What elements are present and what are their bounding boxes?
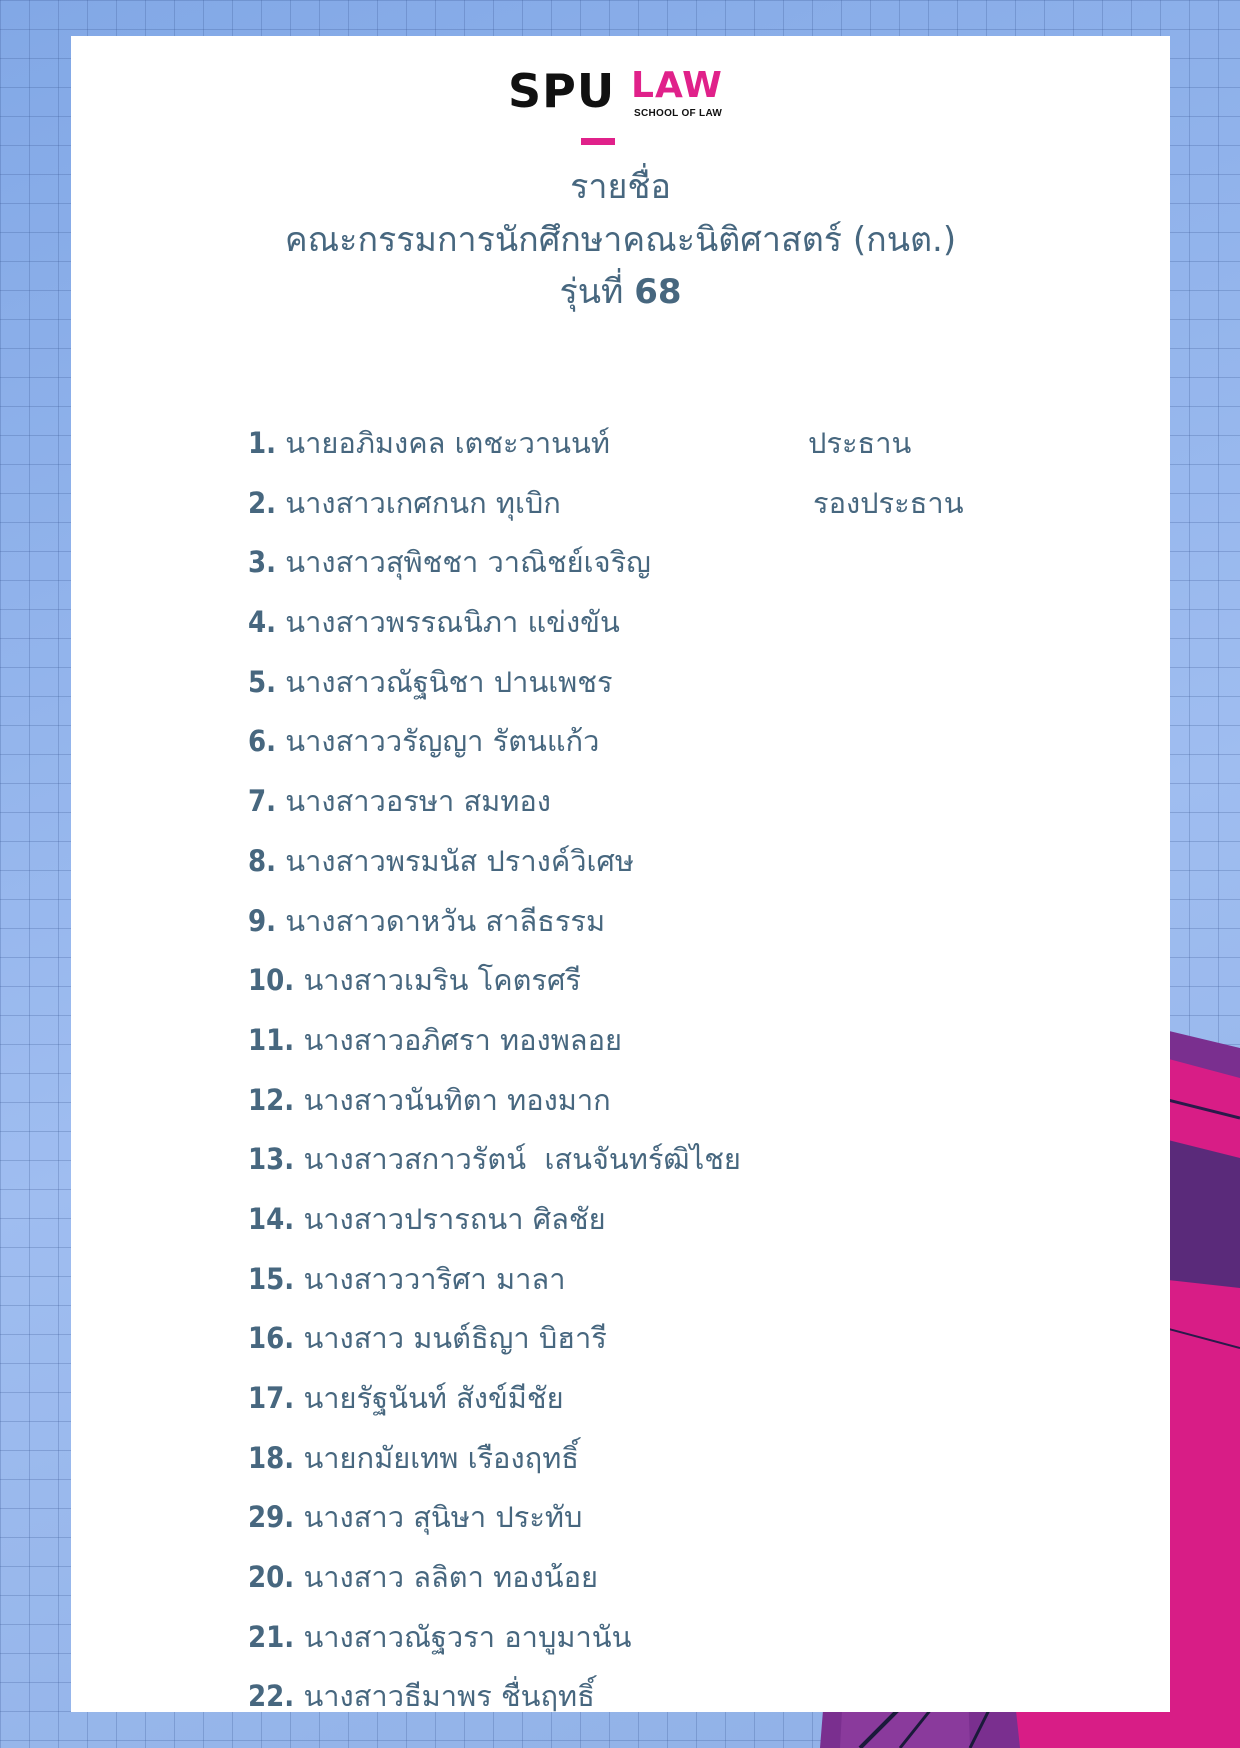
heading-line-3 xyxy=(71,266,1170,318)
member-name: นางสาวเมริน โคตรศรี xyxy=(303,963,581,998)
member-row xyxy=(248,1548,741,1608)
member-row xyxy=(248,1011,741,1071)
member-row xyxy=(248,772,741,832)
member-row xyxy=(248,1369,741,1429)
member-number: 4. xyxy=(248,605,277,640)
member-number: 16. xyxy=(248,1321,295,1356)
batch-label: รุ่นที่ xyxy=(559,272,624,312)
member-role: รองประธาน xyxy=(813,485,964,520)
member-row xyxy=(248,892,741,952)
member-number: 18. xyxy=(248,1440,295,1475)
member-name: นายรัฐนันท์ สังข์มีชัย xyxy=(303,1381,564,1415)
member-name: นางสาวปรารถนา ศิลชัย xyxy=(303,1201,606,1236)
member-row xyxy=(248,474,964,534)
member-name: นางสาวสกาวรัตน์ เสนจันทร์ฒิไชย xyxy=(303,1142,741,1177)
logo-spu-text: SPU xyxy=(508,64,616,118)
member-number: 3. xyxy=(248,545,277,580)
member-row xyxy=(248,951,741,1011)
member-role: ประธาน xyxy=(808,426,912,460)
member-name: นางสาวอรษา สมทอง xyxy=(285,784,551,819)
logo-accent-bar xyxy=(581,138,615,145)
document-card xyxy=(71,36,1170,1712)
member-row xyxy=(248,832,741,892)
member-number: 14. xyxy=(248,1201,295,1236)
member-number: 9. xyxy=(248,903,277,938)
member-name: นางสาวธีมาพร ชื่นฤทธิ์ xyxy=(303,1679,595,1714)
member-name: นางสาวอภิศรา ทองพลอย xyxy=(303,1022,622,1057)
member-number: 13. xyxy=(248,1142,295,1177)
member-row xyxy=(248,1667,741,1727)
member-name: นางสาวดาหวัน สาลีธรรม xyxy=(285,903,606,938)
logo-subtitle: SCHOOL OF LAW xyxy=(634,108,723,119)
member-name: นางสาวเกศกนก ทุเบิก xyxy=(285,485,561,520)
member-number: 15. xyxy=(248,1261,295,1296)
member-row xyxy=(248,533,741,593)
member-row xyxy=(248,1071,741,1131)
member-name: นายกมัยเทพ เรืองฤทธิ์ xyxy=(303,1440,580,1475)
member-name: นางสาว มนต์ธิญา บิฮารี xyxy=(303,1321,607,1356)
member-name: นางสาวณัฐนิชา ปานเพชร xyxy=(285,664,613,699)
member-row xyxy=(248,712,741,772)
member-row xyxy=(248,1190,741,1250)
member-list xyxy=(248,414,964,1727)
member-name: นางสาวนันทิตา ทองมาก xyxy=(303,1082,611,1117)
member-row xyxy=(248,653,741,713)
member-row xyxy=(248,1608,741,1668)
member-number: 29. xyxy=(248,1500,295,1535)
member-number: 11. xyxy=(248,1022,295,1057)
member-row xyxy=(248,593,741,653)
member-number: 8. xyxy=(248,843,277,878)
member-number: 22. xyxy=(248,1679,295,1714)
member-number: 20. xyxy=(248,1560,295,1595)
member-name: นางสาวพรรณนิภา แข่งขัน xyxy=(285,605,620,640)
member-number: 17. xyxy=(248,1381,295,1415)
logo-law-text: LAW xyxy=(631,65,723,106)
member-number: 10. xyxy=(248,963,295,998)
member-name: นางสาวณัฐวรา อาบูมานัน xyxy=(303,1619,632,1654)
member-name: นางสาว ลลิตา ทองน้อย xyxy=(303,1560,598,1595)
batch-number: 68 xyxy=(634,272,682,312)
member-number: 5. xyxy=(248,664,277,699)
heading-line-1: รายชื่อ xyxy=(570,167,671,207)
member-name: นางสาววาริศา มาลา xyxy=(303,1261,566,1296)
member-number: 1. xyxy=(248,426,277,460)
member-name: นางสาวพรมนัส ปรางค์วิเศษ xyxy=(285,843,634,878)
spu-law-logo xyxy=(508,62,748,132)
member-name: นางสาว สุนิษา ประทับ xyxy=(303,1500,583,1535)
member-number: 7. xyxy=(248,784,277,819)
member-name: นางสาวสุพิชชา วาณิชย์เจริญ xyxy=(285,545,651,580)
member-row xyxy=(248,1250,741,1310)
member-row xyxy=(248,1488,741,1548)
member-row xyxy=(248,1429,741,1489)
member-name: นายอภิมงคล เตชะวานนท์ xyxy=(285,426,610,460)
member-number: 6. xyxy=(248,724,277,759)
member-number: 2. xyxy=(248,485,277,520)
member-name: นางสาววรัญญา รัตนแก้ว xyxy=(285,724,600,759)
member-number: 12. xyxy=(248,1082,295,1117)
member-number: 21. xyxy=(248,1619,295,1654)
heading-line-2: คณะกรรมการนักศึกษาคณะนิติศาสตร์ (กนต.) xyxy=(284,220,957,260)
member-row xyxy=(248,1309,741,1369)
member-row xyxy=(248,1130,741,1190)
member-row xyxy=(248,414,912,474)
